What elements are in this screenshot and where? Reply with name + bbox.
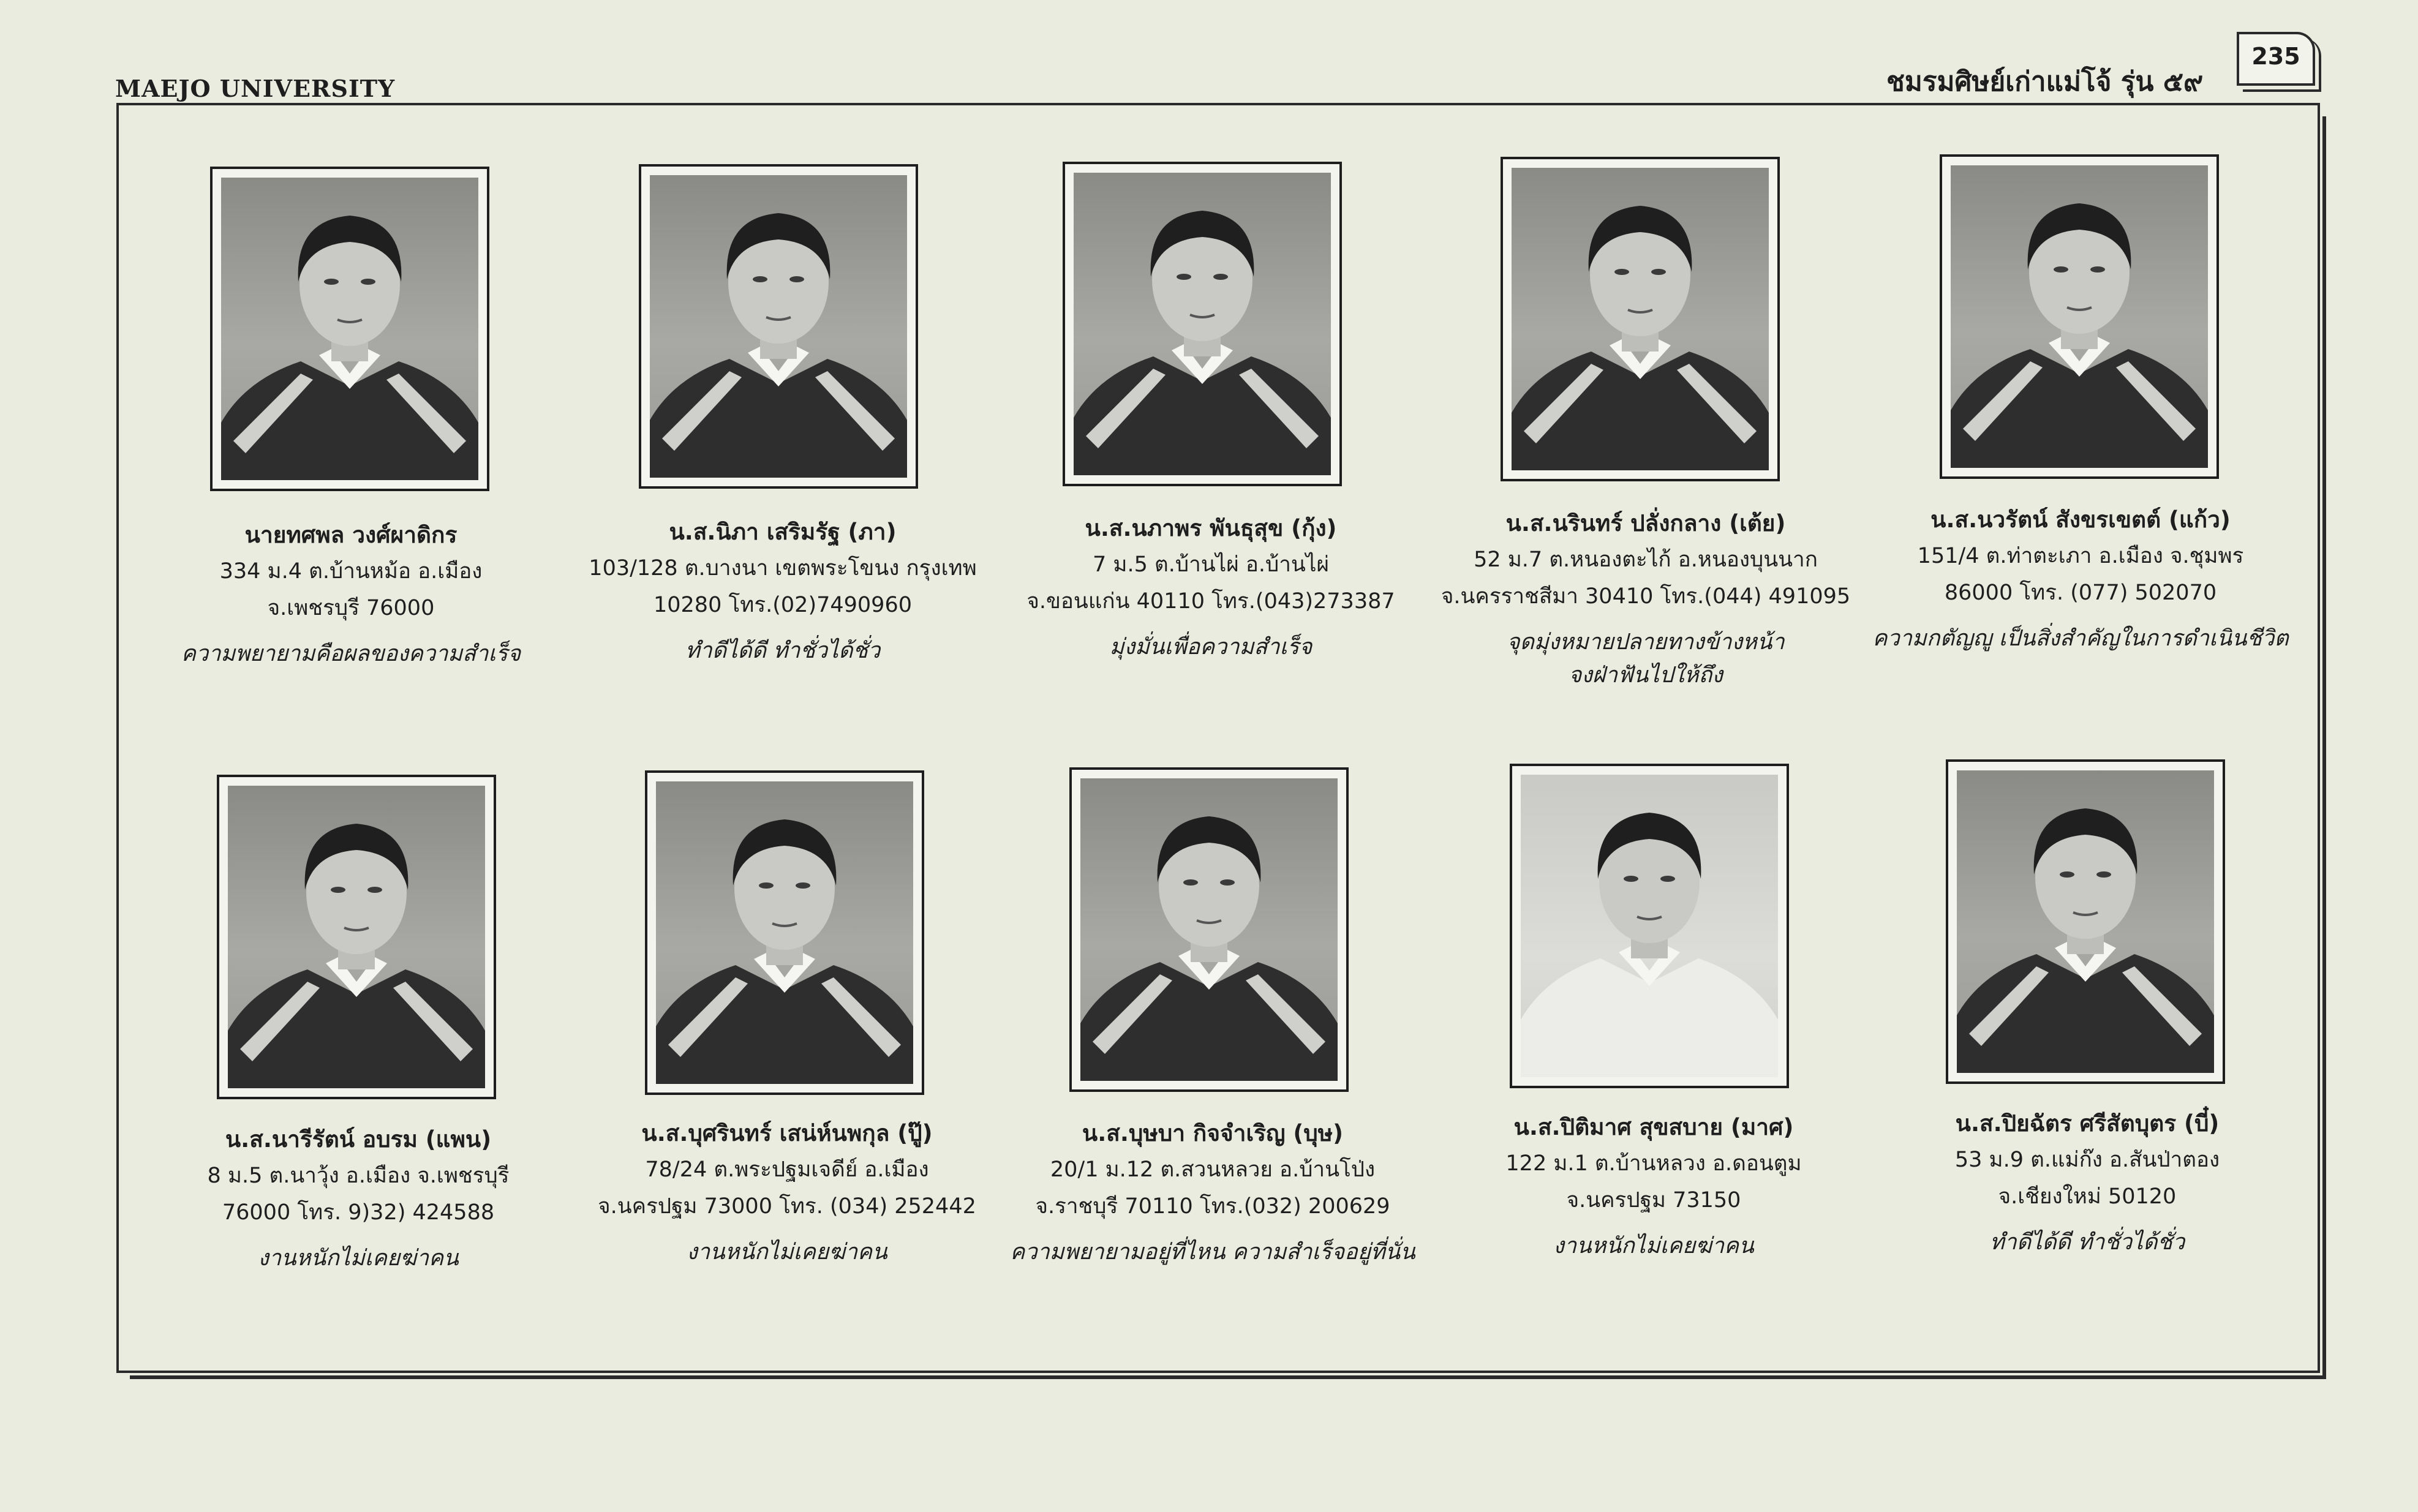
graduate-photo	[1510, 764, 1789, 1088]
graduate-caption	[1004, 1116, 1421, 1269]
graduate-photo	[1940, 154, 2219, 479]
page-number-tab	[2237, 32, 2315, 86]
graduate-motto: ทำดีได้ดี ทำชั่วได้ชั่ว	[1989, 1230, 2185, 1255]
graduate-address: 78/24 ต.พระปฐมเจดีย์ อ.เมือง จ.นครปฐม 73000 โทร. (034) 252442	[598, 1157, 976, 1219]
graduate-name: น.ส.ปิยฉัตร ศรีสัตบุตร (บี๋)	[1955, 1110, 2220, 1137]
graduate-photo	[1946, 759, 2225, 1084]
graduate-address: 122 ม.1 ต.บ้านหลวง อ.ดอนตูม จ.นครปฐม 73150	[1505, 1151, 1802, 1213]
portrait-image	[1080, 778, 1338, 1081]
graduate-caption	[574, 514, 991, 668]
graduate-name: นายทศพล วงศ์ผาดิกร	[244, 522, 458, 548]
portrait-eye	[796, 882, 810, 889]
portrait-eye	[331, 887, 345, 893]
graduate-motto: มุ่งมั่นเพื่อความสำเร็จ	[1109, 634, 1313, 660]
portrait-image	[656, 781, 913, 1084]
graduate-name: น.ส.นภาพร พันธุสุข (กุ้ง)	[1085, 515, 1337, 541]
graduate-motto: งานหนักไม่เคยฆ่าคน	[1553, 1233, 1754, 1258]
graduate-address: 7 ม.5 ต.บ้านไผ่ อ.บ้านไผ่ จ.ขอนแก่น 40110 โทร.(043)273387	[1026, 552, 1395, 614]
graduate-motto: งานหนักไม่เคยฆ่าคน	[258, 1246, 459, 1271]
portrait-eye	[2090, 266, 2105, 273]
portrait-image	[228, 786, 485, 1088]
graduate-caption	[579, 1116, 995, 1269]
portrait-eye	[367, 887, 382, 893]
graduate-address: 53 ม.9 ต.แม่ก๊ง อ.สันป่าตอง จ.เชียงใหม่ 50120	[1954, 1148, 2220, 1209]
graduate-caption	[1003, 511, 1419, 664]
portrait-eye	[1220, 879, 1235, 886]
graduate-photo	[1501, 157, 1780, 481]
portrait-eye	[361, 279, 375, 285]
graduate-name: น.ส.ปิติมาศ สุขสบาย (มาศ)	[1513, 1114, 1794, 1140]
graduate-name: น.ส.บุษบา กิจจำเริญ (บุษ)	[1082, 1120, 1344, 1146]
graduate-photo	[210, 167, 489, 491]
portrait-eye	[1651, 269, 1666, 275]
graduate-name: น.ส.นรินทร์ ปลั่งกลาง (เต้ย)	[1505, 510, 1786, 536]
portrait-image	[1957, 770, 2214, 1073]
graduate-name: น.ส.นารีรัตน์ อบรม (แพน)	[225, 1126, 492, 1153]
graduate-motto: ความพยายามคือผลของความสำเร็จ	[181, 641, 521, 666]
graduate-photo	[217, 775, 496, 1099]
portrait-image	[1074, 173, 1331, 475]
portrait-image	[650, 175, 907, 478]
club-title: ชมรมศิษย์เก่าแม่โจ้ รุ่น ๕๙	[1886, 66, 2204, 97]
graduate-address: 20/1 ม.12 ต.สวนหลวย อ.บ้านโป่ง จ.ราชบุรี 70110 โทร.(032) 200629	[1035, 1157, 1390, 1219]
portrait-eye	[1660, 876, 1675, 882]
portrait-eye	[2054, 266, 2068, 273]
portrait-eye	[2096, 871, 2111, 878]
graduate-address: 151/4 ต.ท่าตะเภา อ.เมือง จ.ชุมพร 86000 โทร. (077) 502070	[1917, 544, 2244, 605]
graduate-name: น.ส.นวรัตน์ สังขรเขตต์ (แก้ว)	[1930, 506, 2231, 533]
portrait-image	[1512, 168, 1769, 470]
graduate-address: 103/128 ต.บางนา เขตพระโขนง กรุงเทพ 10280 โทร.(02)7490960	[589, 556, 977, 617]
graduate-address: 334 ม.4 ต.บ้านหม้อ อ.เมือง จ.เพชรบุรี 76000	[219, 559, 483, 620]
portrait-image	[221, 178, 478, 480]
graduate-motto: งานหนักไม่เคยฆ่าคน	[687, 1239, 887, 1265]
graduate-photo	[645, 770, 924, 1095]
graduate-caption	[1445, 1110, 1862, 1263]
university-name: MAEJO UNIVERSITY	[115, 75, 396, 102]
graduate-motto: จุดมุ่งหมายปลายทางข้างหน้า จงฝ่าฟันไปให้ถึง	[1507, 630, 1785, 688]
portrait-eye	[324, 279, 339, 285]
graduate-photo	[1063, 162, 1342, 486]
graduate-caption	[1437, 506, 1854, 692]
graduate-caption	[1872, 502, 2289, 655]
portrait-eye	[1624, 876, 1638, 882]
graduate-caption	[150, 1122, 567, 1275]
graduate-motto: ความพยายามอยู่ที่ไหน ความสำเร็จอยู่ที่นั่น	[1010, 1239, 1415, 1265]
portrait-eye	[1177, 274, 1191, 280]
portrait-eye	[789, 276, 804, 282]
graduate-photo	[639, 164, 918, 489]
portrait-eye	[1213, 274, 1228, 280]
graduate-photo	[1069, 767, 1349, 1092]
portrait-eye	[753, 276, 767, 282]
portrait-eye	[2060, 871, 2074, 878]
portrait-eye	[1614, 269, 1629, 275]
portrait-image	[1521, 775, 1778, 1077]
graduate-address: 8 ม.5 ต.นาวุ้ง อ.เมือง จ.เพชรบุรี 76000 โทร. 9)32) 424588	[207, 1164, 510, 1225]
portrait-eye	[759, 882, 774, 889]
portrait-eye	[1183, 879, 1198, 886]
graduate-name: น.ส.นิภา เสริมรัฐ (ภา)	[669, 519, 897, 545]
graduate-motto: ทำดีได้ดี ทำชั่วได้ชั่ว	[685, 638, 881, 663]
graduate-caption	[1879, 1106, 2296, 1259]
graduate-motto: ความกตัญญู เป็นสิ่งสำคัญในการดำเนินชีวิต	[1872, 626, 2289, 651]
graduate-address: 52 ม.7 ต.หนองตะไก้ อ.หนองบุนนาก จ.นครราชสีมา 30410 โทร.(044) 491095	[1441, 547, 1851, 609]
page-number: 235	[2251, 43, 2300, 70]
portrait-image	[1951, 165, 2208, 468]
graduate-name: น.ส.บุศรินทร์ เสน่ห์นพกุล (ปู๊)	[641, 1120, 933, 1146]
graduate-caption	[143, 517, 559, 671]
